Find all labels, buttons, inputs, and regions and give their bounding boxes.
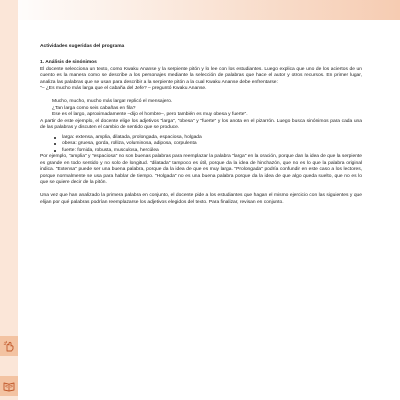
paragraph-example: A partir de este ejemplo, el docente elige los adjetivos "larga", "obesa" y "fuerte" y los anota en el pizarrón. Luego busca sinónimos para cada una de las palabras y discuten el cambio de sentido que se produce. bbox=[40, 118, 362, 130]
section-heading: 1. Análisis de sinónimos bbox=[40, 60, 97, 65]
list-item: larga: extensa, amplia, dilatada, prolongada, espaciosa, holgada bbox=[54, 135, 362, 142]
quote-line: "– ¿Es mucho más larga que el cabaña del Jefe? – preguntó Kwaku Ananse. bbox=[40, 86, 207, 91]
list-item: obesa: gruesa, gorda, rolliza, voluminosa, adiposa, corpulenta bbox=[54, 141, 362, 148]
paragraph-intro: El docente selecciona un texto, como Kwaku Ananse y la serpiente pitón y lo lee con los estudiantes. Luego explica que uno de los aciertos de un cuento es la manera como se describe a los personajes mediante la selección de palabras que hace el autor y otros recursos. En primer lugar, analiza las palabras que se usan para describir a la serpiente pitón a la cual Kwaku Ananse debe enfrentarse: bbox=[40, 66, 362, 85]
book-icon bbox=[0, 376, 18, 396]
sidebar bbox=[0, 0, 18, 400]
dialog-line: ¿Tan larga como seis cabañas en fila? bbox=[52, 105, 136, 111]
synonym-list bbox=[40, 135, 362, 155]
header-decoration bbox=[0, 0, 400, 20]
page-title: Actividades sugeridas del programa bbox=[40, 44, 125, 49]
paragraph-analysis: Por ejemplo, "amplia" y "espaciosa" no son buenas palabras para reemplazar la palabra "larga" en la oración, porque dan la idea de que la serpiente es grande en todo sentido y no solo de longitud. "dilatada" tampoco es útil, porque da la idea de hinchazón, que no es lo que la palabra original indica. "Extensa" puede ser una buena palabra, porque da la idea de que es muy larga. "Prolongada" podría confundir en este caso a los lectores, porque normalmente se usa para hablar de tiempo. "Holgada" no es una buena palabra porque da la idea de que algo queda suelto, que no es lo que se quiere decir de la pitón. bbox=[40, 154, 362, 185]
list-item: fuerte: fornida, robusta, musculosa, hercúlea bbox=[54, 148, 362, 155]
hand-pointer-icon bbox=[0, 336, 18, 356]
dialog-line: Ese es el largo, aproximadamente –dijo el hombre–, pero también es muy obesa y fuerte". bbox=[52, 112, 248, 117]
dialog-line: Mucho, mucho, mucho más larga! replicó el mensajero. bbox=[52, 99, 173, 104]
paragraph-closing: Una vez que han analizado la primera palabra en conjunto, el docente pide a los estudiantes que hagan el mismo ejercicio con las siguientes y que elijan por qué palabras podrían reemplazarse los adjetivos elegidos del texto. Para finalizar, revisan en conjunto. bbox=[40, 193, 362, 205]
document-body bbox=[40, 44, 362, 206]
